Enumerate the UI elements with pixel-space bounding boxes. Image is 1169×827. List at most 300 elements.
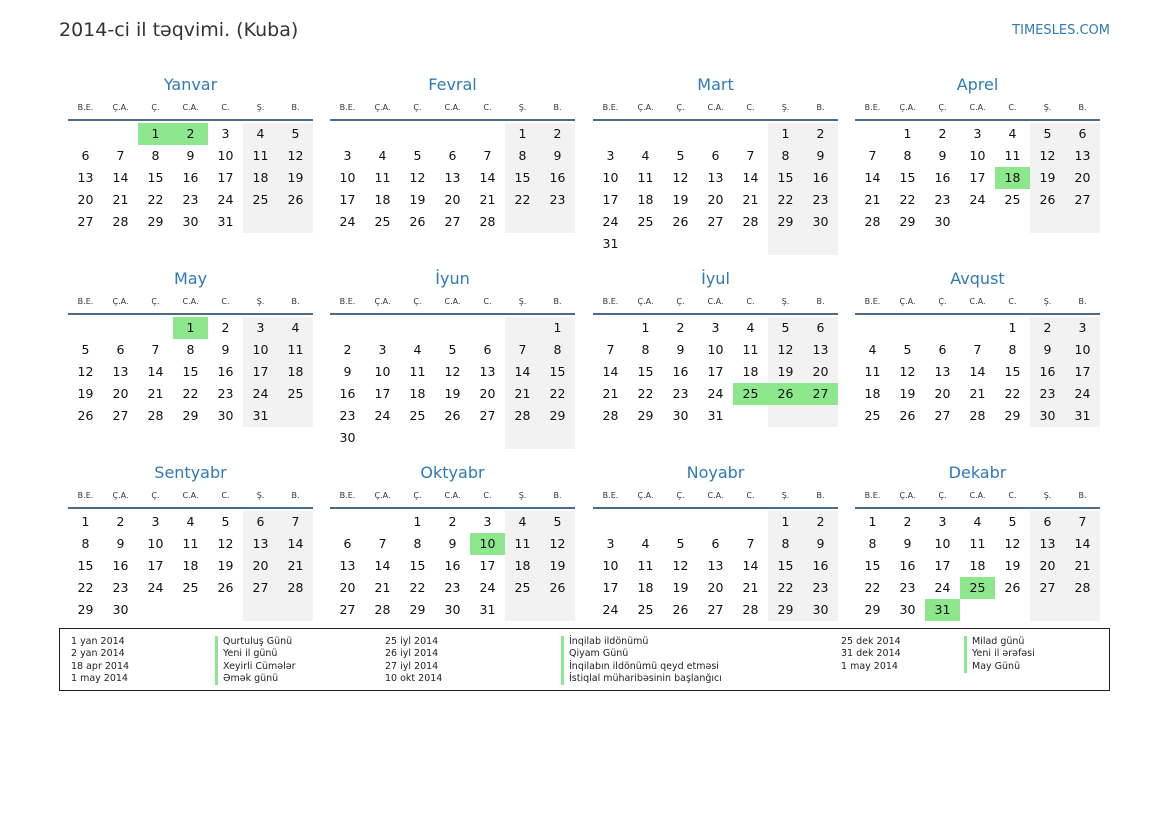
- day-cell: 29: [182, 408, 199, 423]
- weekday-label: Ş.: [781, 103, 790, 112]
- day-cell: 6: [483, 342, 492, 357]
- empty-cell: [243, 211, 278, 233]
- day-cell: 21: [278, 555, 313, 577]
- weekday-label: B.E.: [602, 297, 619, 306]
- day-cell: 19: [768, 361, 803, 383]
- days-grid: [330, 511, 575, 621]
- day-cell: 22: [409, 580, 426, 595]
- day-cell: 7: [746, 148, 755, 163]
- month-name: Noyabr: [686, 463, 745, 482]
- day-cell: 27: [243, 577, 278, 599]
- day-cell: 22: [637, 386, 654, 401]
- day-cell: 1: [505, 123, 540, 145]
- day-cell: 12: [278, 145, 313, 167]
- day-cell: 31: [243, 405, 278, 427]
- day-cell: 4: [186, 514, 195, 529]
- day-cell: 23: [899, 580, 916, 595]
- weekday-label: C.: [1008, 297, 1017, 306]
- day-cell: 15: [409, 558, 426, 573]
- day-cell: 30: [803, 599, 838, 621]
- weekday-label: C.A.: [182, 297, 199, 306]
- day-cell: 14: [479, 170, 496, 185]
- day-cell: 26: [672, 602, 689, 617]
- day-cell: 17: [1065, 361, 1100, 383]
- weekday-label: C.A.: [707, 297, 724, 306]
- month-i̇yul: [593, 267, 838, 427]
- empty-cell: [365, 511, 400, 533]
- weekday-label: Ç.: [151, 491, 160, 500]
- legend-entry: 1 may 2014: [841, 660, 898, 672]
- weekday-label: Ç.A.: [899, 297, 916, 306]
- empty-cell: [803, 405, 838, 427]
- holiday-day: 31: [925, 599, 960, 621]
- day-cell: 20: [707, 580, 724, 595]
- day-cell: 17: [217, 170, 234, 185]
- day-cell: 8: [903, 148, 912, 163]
- day-cell: 16: [217, 364, 234, 379]
- days-grid: [855, 123, 1100, 233]
- day-cell: 9: [803, 533, 838, 555]
- legend-entry: 26 iyl 2014: [385, 648, 439, 660]
- day-cell: 8: [768, 533, 803, 555]
- empty-cell: [400, 427, 435, 449]
- month-name: İyun: [435, 269, 470, 288]
- month-dekabr: [855, 461, 1100, 621]
- weekday-label: B.: [816, 491, 825, 500]
- day-cell: 24: [243, 383, 278, 405]
- day-cell: 10: [934, 536, 951, 551]
- weekday-label: Ş.: [781, 491, 790, 500]
- legend-entry: 25 dek 2014: [841, 636, 901, 647]
- weekday-label: C.: [483, 103, 492, 112]
- weekday-label: C.: [1008, 103, 1017, 112]
- day-cell: 12: [899, 364, 916, 379]
- empty-cell: [365, 317, 400, 339]
- day-cell: 22: [505, 189, 540, 211]
- legend-entry: Yeni il günü: [223, 648, 278, 660]
- legend-names-3: [964, 636, 1035, 673]
- day-cell: 6: [448, 148, 457, 163]
- weekday-label: Ç.A.: [637, 491, 654, 500]
- weekday-label: B.E.: [339, 103, 356, 112]
- legend-entry: İnqilabın ildönümü qeyd etməsi: [569, 660, 719, 672]
- day-cell: 25: [637, 214, 654, 229]
- day-cell: 4: [641, 536, 650, 551]
- day-cell: 11: [637, 170, 654, 185]
- legend-dates-3: [841, 636, 901, 673]
- holiday-day: 25: [960, 577, 995, 599]
- empty-cell: [68, 317, 103, 339]
- weekday-label: Ç.A.: [112, 491, 129, 500]
- day-cell: 14: [505, 361, 540, 383]
- empty-cell: [505, 317, 540, 339]
- day-cell: 25: [374, 214, 391, 229]
- day-cell: 25: [1004, 192, 1021, 207]
- day-cell: 5: [676, 536, 685, 551]
- weekday-label: Ç.: [938, 103, 947, 112]
- day-cell: 15: [505, 167, 540, 189]
- empty-cell: [278, 599, 313, 621]
- day-cell: 31: [1065, 405, 1100, 427]
- weekday-label: Ç.: [413, 491, 422, 500]
- weekday-label: B.E.: [339, 297, 356, 306]
- day-cell: 16: [803, 555, 838, 577]
- day-cell: 21: [147, 386, 164, 401]
- day-cell: 2: [803, 123, 838, 145]
- empty-cell: [330, 511, 365, 533]
- weekday-label: Ş.: [518, 297, 527, 306]
- month-avqust: [855, 267, 1100, 427]
- day-cell: 25: [864, 408, 881, 423]
- legend-entry: 27 iyl 2014: [385, 660, 439, 672]
- weekday-header: [593, 295, 838, 315]
- day-cell: 5: [1008, 514, 1017, 529]
- empty-cell: [540, 599, 575, 621]
- day-cell: 22: [540, 383, 575, 405]
- empty-cell: [435, 317, 470, 339]
- day-cell: 5: [768, 317, 803, 339]
- day-cell: 9: [221, 342, 230, 357]
- day-cell: 18: [374, 192, 391, 207]
- day-cell: 12: [672, 558, 689, 573]
- month-name: Fevral: [428, 75, 477, 94]
- day-cell: 29: [540, 405, 575, 427]
- day-cell: 26: [1030, 189, 1065, 211]
- day-cell: 16: [540, 167, 575, 189]
- day-cell: 11: [637, 558, 654, 573]
- day-cell: 27: [339, 602, 356, 617]
- day-cell: 2: [221, 320, 230, 335]
- days-grid: [68, 123, 313, 233]
- day-cell: 26: [409, 214, 426, 229]
- weekday-label: Ç.A.: [899, 103, 916, 112]
- day-cell: 26: [899, 408, 916, 423]
- legend-entry: 25 iyl 2014: [385, 636, 439, 647]
- empty-cell: [470, 123, 505, 145]
- day-cell: 28: [864, 214, 881, 229]
- day-cell: 9: [803, 145, 838, 167]
- day-cell: 17: [602, 192, 619, 207]
- month-name: İyul: [701, 269, 730, 288]
- day-cell: 18: [409, 386, 426, 401]
- day-cell: 23: [217, 386, 234, 401]
- day-cell: 29: [768, 599, 803, 621]
- holiday-day: 1: [138, 123, 173, 145]
- day-cell: 15: [77, 558, 94, 573]
- day-cell: 21: [864, 192, 881, 207]
- day-cell: 24: [374, 408, 391, 423]
- day-cell: 11: [864, 364, 881, 379]
- weekday-label: B.E.: [864, 491, 881, 500]
- day-cell: 2: [540, 123, 575, 145]
- days-grid: [68, 317, 313, 427]
- day-cell: 22: [1004, 386, 1021, 401]
- day-cell: 7: [746, 536, 755, 551]
- day-cell: 8: [1008, 342, 1017, 357]
- day-cell: 18: [969, 558, 986, 573]
- day-cell: 18: [505, 555, 540, 577]
- weekday-label: Ç.: [151, 297, 160, 306]
- day-cell: 6: [1030, 511, 1065, 533]
- weekday-label: Ç.: [676, 103, 685, 112]
- day-cell: 25: [243, 189, 278, 211]
- day-cell: 8: [641, 342, 650, 357]
- weekday-label: B.E.: [864, 103, 881, 112]
- holiday-day: 10: [470, 533, 505, 555]
- day-cell: 13: [243, 533, 278, 555]
- day-cell: 7: [151, 342, 160, 357]
- legend-dates-2: [385, 636, 442, 685]
- legend-entry: Yeni il ərəfəsi: [972, 648, 1035, 660]
- day-cell: 29: [147, 214, 164, 229]
- day-cell: 28: [505, 405, 540, 427]
- weekday-label: C.: [1008, 491, 1017, 500]
- day-cell: 24: [707, 386, 724, 401]
- legend-entry: 31 dek 2014: [841, 648, 901, 660]
- site-link[interactable]: TIMESLES.COM: [1012, 23, 1110, 38]
- legend-entry: İnqilab ildönümü: [569, 636, 649, 647]
- day-cell: 21: [505, 383, 540, 405]
- day-cell: 3: [606, 536, 615, 551]
- day-cell: 11: [1004, 148, 1021, 163]
- day-cell: 15: [1004, 364, 1021, 379]
- day-cell: 17: [147, 558, 164, 573]
- empty-cell: [960, 211, 995, 233]
- day-cell: 12: [217, 536, 234, 551]
- weekday-label: B.E.: [602, 103, 619, 112]
- day-cell: 23: [803, 577, 838, 599]
- day-cell: 20: [339, 580, 356, 595]
- day-cell: 23: [803, 189, 838, 211]
- day-cell: 29: [1004, 408, 1021, 423]
- day-cell: 3: [221, 126, 230, 141]
- day-cell: 21: [112, 192, 129, 207]
- day-cell: 17: [969, 170, 986, 185]
- day-cell: 12: [672, 170, 689, 185]
- weekday-label: B.E.: [77, 491, 94, 500]
- day-cell: 19: [77, 386, 94, 401]
- day-cell: 8: [868, 536, 877, 551]
- day-cell: 19: [444, 386, 461, 401]
- empty-cell: [540, 211, 575, 233]
- weekday-label: Ş.: [256, 491, 265, 500]
- day-cell: 18: [637, 580, 654, 595]
- weekday-label: Ç.: [938, 297, 947, 306]
- day-cell: 21: [602, 386, 619, 401]
- day-cell: 20: [243, 555, 278, 577]
- empty-cell: [330, 123, 365, 145]
- legend-entry: İstiqlal müharibəsinin başlanğıcı: [569, 672, 722, 684]
- empty-cell: [278, 211, 313, 233]
- day-cell: 12: [409, 170, 426, 185]
- weekday-label: Ş.: [518, 103, 527, 112]
- day-cell: 13: [479, 364, 496, 379]
- empty-cell: [243, 599, 278, 621]
- day-cell: 8: [768, 145, 803, 167]
- day-cell: 28: [112, 214, 129, 229]
- day-cell: 30: [899, 602, 916, 617]
- day-cell: 5: [221, 514, 230, 529]
- weekday-label: B.E.: [339, 491, 356, 500]
- month-name: Avqust: [950, 269, 1005, 288]
- holiday-day: 26: [768, 383, 803, 405]
- days-grid: [330, 317, 575, 449]
- day-cell: 14: [1065, 533, 1100, 555]
- day-cell: 19: [1004, 558, 1021, 573]
- day-cell: 27: [1030, 577, 1065, 599]
- day-cell: 16: [1030, 361, 1065, 383]
- weekday-label: C.: [746, 491, 755, 500]
- day-cell: 4: [378, 148, 387, 163]
- day-cell: 27: [1065, 189, 1100, 211]
- empty-cell: [698, 123, 733, 145]
- day-cell: 14: [374, 558, 391, 573]
- weekday-label: Ş.: [781, 297, 790, 306]
- day-cell: 19: [899, 386, 916, 401]
- weekday-label: C.A.: [182, 103, 199, 112]
- day-cell: 10: [147, 536, 164, 551]
- day-cell: 20: [803, 361, 838, 383]
- day-cell: 20: [112, 386, 129, 401]
- days-grid: [330, 123, 575, 233]
- weekday-label: Ç.A.: [112, 297, 129, 306]
- empty-cell: [628, 511, 663, 533]
- day-cell: 16: [934, 170, 951, 185]
- day-cell: 18: [864, 386, 881, 401]
- day-cell: 26: [278, 189, 313, 211]
- day-cell: 10: [602, 170, 619, 185]
- weekday-label: Ç.A.: [637, 103, 654, 112]
- weekday-header: [68, 295, 313, 315]
- day-cell: 6: [116, 342, 125, 357]
- day-cell: 21: [742, 192, 759, 207]
- empty-cell: [733, 123, 768, 145]
- day-cell: 4: [243, 123, 278, 145]
- weekday-label: C.A.: [969, 491, 986, 500]
- legend-names-1: [215, 636, 296, 685]
- weekday-label: C.A.: [182, 491, 199, 500]
- day-cell: 14: [742, 170, 759, 185]
- day-cell: 15: [540, 361, 575, 383]
- month-oktyabr: [330, 461, 575, 621]
- empty-cell: [505, 599, 540, 621]
- legend-dates-1: [71, 636, 129, 685]
- day-cell: 16: [672, 364, 689, 379]
- day-cell: 11: [182, 536, 199, 551]
- legend-entry: Milad günü: [972, 636, 1025, 647]
- day-cell: 12: [444, 364, 461, 379]
- day-cell: 24: [934, 580, 951, 595]
- day-cell: 14: [969, 364, 986, 379]
- empty-cell: [365, 123, 400, 145]
- day-cell: 6: [938, 342, 947, 357]
- day-cell: 1: [1008, 320, 1017, 335]
- day-cell: 23: [112, 580, 129, 595]
- month-fevral: [330, 73, 575, 233]
- day-cell: 9: [1030, 339, 1065, 361]
- day-cell: 8: [413, 536, 422, 551]
- day-cell: 21: [969, 386, 986, 401]
- weekday-header: [593, 101, 838, 121]
- weekday-label: C.A.: [444, 297, 461, 306]
- day-cell: 24: [339, 214, 356, 229]
- day-cell: 4: [505, 511, 540, 533]
- day-cell: 23: [182, 192, 199, 207]
- day-cell: 11: [409, 364, 426, 379]
- legend-entry: 2 yan 2014: [71, 648, 125, 660]
- weekday-label: B.: [291, 491, 300, 500]
- month-i̇yun: [330, 267, 575, 449]
- empty-cell: [435, 123, 470, 145]
- day-cell: 24: [602, 602, 619, 617]
- day-cell: 3: [243, 317, 278, 339]
- day-cell: 10: [969, 148, 986, 163]
- day-cell: 2: [116, 514, 125, 529]
- day-cell: 21: [742, 580, 759, 595]
- day-cell: 5: [81, 342, 90, 357]
- empty-cell: [628, 233, 663, 255]
- day-cell: 13: [707, 558, 724, 573]
- day-cell: 25: [637, 602, 654, 617]
- day-cell: 27: [77, 214, 94, 229]
- day-cell: 19: [672, 580, 689, 595]
- empty-cell: [733, 405, 768, 427]
- day-cell: 22: [768, 577, 803, 599]
- weekday-label: Ç.A.: [374, 297, 391, 306]
- day-cell: 9: [116, 536, 125, 551]
- month-may: [68, 267, 313, 427]
- day-cell: 7: [1065, 511, 1100, 533]
- legend-entry: May Günü: [972, 660, 1021, 672]
- day-cell: 9: [186, 148, 195, 163]
- day-cell: 30: [217, 408, 234, 423]
- day-cell: 16: [899, 558, 916, 573]
- day-cell: 30: [182, 214, 199, 229]
- empty-cell: [698, 233, 733, 255]
- day-cell: 2: [1030, 317, 1065, 339]
- page-title: 2014-ci il təqvimi. (Kuba): [59, 19, 299, 41]
- day-cell: 21: [374, 580, 391, 595]
- day-cell: 13: [1065, 145, 1100, 167]
- weekday-label: B.: [1078, 103, 1087, 112]
- empty-cell: [435, 427, 470, 449]
- weekday-label: Ç.A.: [899, 491, 916, 500]
- day-cell: 11: [374, 170, 391, 185]
- empty-cell: [330, 317, 365, 339]
- empty-cell: [1030, 211, 1065, 233]
- day-cell: 11: [505, 533, 540, 555]
- day-cell: 11: [969, 536, 986, 551]
- day-cell: 19: [1030, 167, 1065, 189]
- holiday-day: 27: [803, 383, 838, 405]
- day-cell: 10: [339, 170, 356, 185]
- day-cell: 30: [934, 214, 951, 229]
- day-cell: 24: [969, 192, 986, 207]
- weekday-label: B.: [291, 103, 300, 112]
- day-cell: 5: [413, 148, 422, 163]
- day-cell: 30: [1030, 405, 1065, 427]
- day-cell: 18: [637, 192, 654, 207]
- day-cell: 10: [217, 148, 234, 163]
- weekday-label: C.A.: [444, 103, 461, 112]
- day-cell: 10: [374, 364, 391, 379]
- day-cell: 29: [768, 211, 803, 233]
- day-cell: 22: [899, 192, 916, 207]
- day-cell: 19: [409, 192, 426, 207]
- day-cell: 19: [672, 192, 689, 207]
- day-cell: 7: [378, 536, 387, 551]
- weekday-label: Ş.: [1043, 297, 1052, 306]
